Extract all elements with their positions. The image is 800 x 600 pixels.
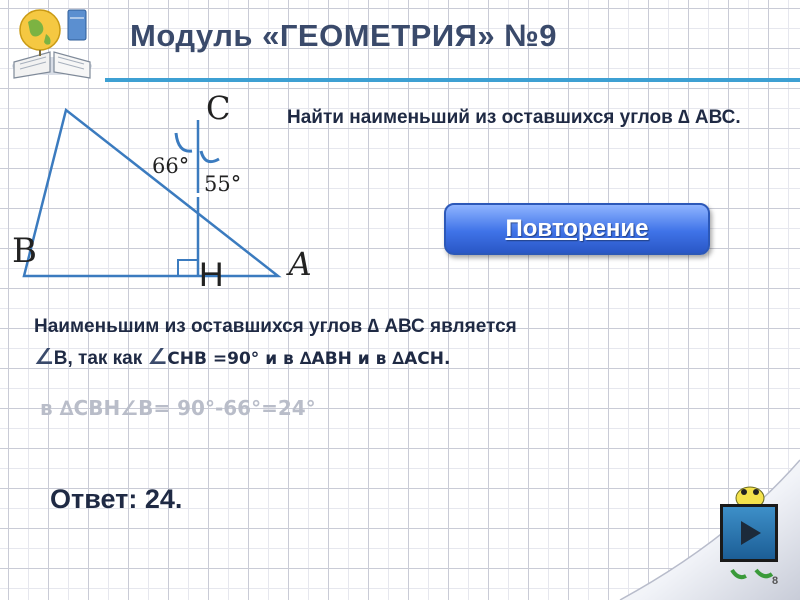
- vertex-b-label: В: [12, 231, 37, 271]
- review-button[interactable]: [444, 203, 710, 255]
- next-slide-button[interactable]: [720, 504, 778, 562]
- answer-text: Ответ: 24.: [50, 484, 183, 514]
- angle-arc-right: [201, 151, 219, 162]
- solution-line-2-end: =90° и в ∆АВН и в ∆АСН.: [206, 349, 451, 369]
- task-text: Найти наименьший из оставшихся углов ∆ АВС.: [287, 107, 741, 128]
- page-title: Модуль «ГЕОМЕТРИЯ» №9: [130, 18, 558, 53]
- formula-text: в ∆СВН∠В= 90°-66°=24°: [40, 396, 316, 420]
- review-button-label: Повторение: [505, 215, 649, 242]
- solution-line-2: [34, 344, 450, 370]
- right-angle-mark: [178, 260, 198, 276]
- vertex-c-label: С: [206, 89, 231, 127]
- angle-55-label: 55°: [204, 172, 242, 196]
- angle-icon: ∠: [147, 344, 168, 369]
- solution-line-1: Наименьшим из оставшихся углов ∆ АВС является: [34, 316, 517, 337]
- angle-icon: ∠: [34, 344, 54, 369]
- globe-book-logo-icon: [6, 4, 98, 82]
- angle-arc-left: [176, 133, 192, 151]
- triangle-figure: [0, 85, 330, 305]
- title-divider: [105, 78, 800, 82]
- solution-line-2-start: В, так как: [53, 348, 148, 369]
- page-number: 8: [772, 575, 779, 587]
- vertex-a-label: А: [288, 245, 313, 283]
- angle-66-label: 66°: [152, 154, 190, 178]
- vertex-h-label: Н: [199, 256, 224, 294]
- solution-angle-chb: CHB: [167, 349, 207, 369]
- play-arrow-icon: [729, 513, 769, 553]
